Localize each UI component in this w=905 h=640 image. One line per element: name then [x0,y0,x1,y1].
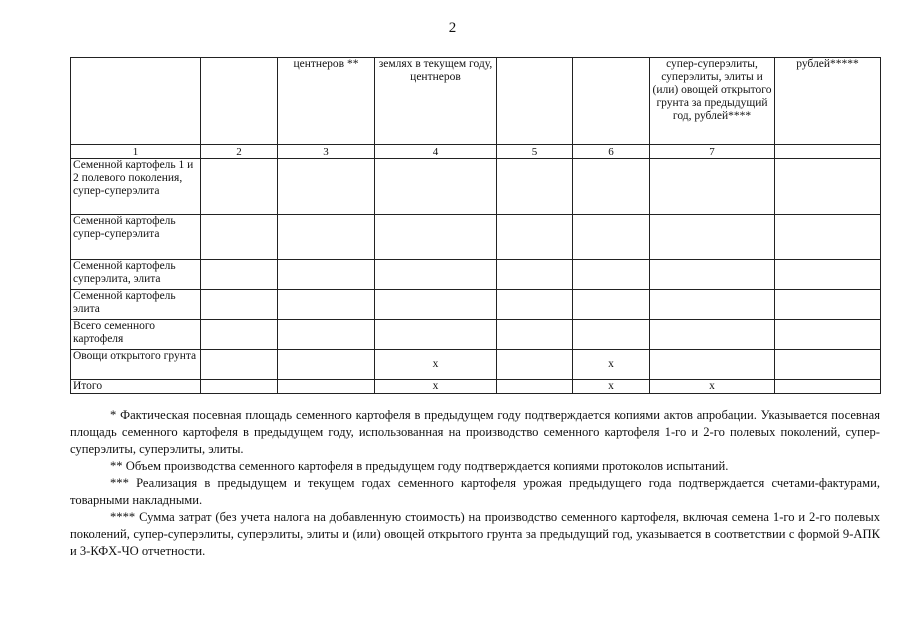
table-cell [201,320,278,350]
table-cell [573,215,650,260]
row-label: Всего семенного картофеля [71,320,201,350]
table-cell [497,380,573,394]
table-cell [650,215,775,260]
table-cell [573,320,650,350]
table-row [71,215,881,260]
header-cell [573,58,650,145]
row-label: Семенной картофель 1 и 2 полевого поколения, супер-суперэлита [71,159,201,215]
table-row [71,350,881,380]
column-number: 3 [278,145,375,159]
table-cell [278,260,375,290]
header-cell [201,58,278,145]
column-number: 6 [573,145,650,159]
table-cell [278,350,375,380]
table-cell [573,290,650,320]
table-cell [775,350,881,380]
table-row [71,320,881,350]
column-number [775,145,881,159]
column-number: 7 [650,145,775,159]
row-label: Семенной картофель элита [71,290,201,320]
table-row-total [71,380,881,394]
table-cell [375,260,497,290]
table-cell [497,215,573,260]
table-cell [201,159,278,215]
table-cell [497,350,573,380]
header-cell [71,58,201,145]
table-cell [497,159,573,215]
table-cell [375,290,497,320]
table-cell [650,290,775,320]
footnotes [70,407,880,560]
row-label: Семенной картофель суперэлита, элита [71,260,201,290]
header-cell: рублей***** [775,58,881,145]
table-cell [201,215,278,260]
table-cell [775,320,881,350]
header-cell: центнеров ** [278,58,375,145]
table-cell [497,290,573,320]
table-cell [375,159,497,215]
table-cell [497,260,573,290]
column-number: 1 [71,145,201,159]
page-number: 2 [448,20,457,36]
table-cell [573,159,650,215]
table-cell [650,159,775,215]
table-cell [573,260,650,290]
data-table [70,57,881,394]
table-cell [650,260,775,290]
table-cell [775,380,881,394]
table-cell [201,290,278,320]
table-cell [278,320,375,350]
footnote: *** Реализация в предыдущем и текущем годах семенного картофеля урожая предыдущего года подтверждается счетами-фактурами, товарными накладными. [70,476,880,507]
table-cell [278,215,375,260]
table-cell [201,350,278,380]
table-cell [650,320,775,350]
footnote: ** Объем производства семенного картофеля в предыдущем году подтверждается копиями протоколов испытаний. [110,459,729,473]
table-row [71,159,881,215]
table-row [71,290,881,320]
row-label: Семенной картофель супер-суперэлита [71,215,201,260]
table-cell [375,320,497,350]
table-cell: x [650,380,775,394]
table-cell: x [375,380,497,394]
column-number-row [71,145,881,159]
row-label: Итого [71,380,201,394]
column-number: 5 [497,145,573,159]
table-cell [278,159,375,215]
table-cell [278,380,375,394]
table-row [71,260,881,290]
table-cell: x [573,380,650,394]
table-cell [375,215,497,260]
table-cell [775,159,881,215]
table-cell [650,350,775,380]
header-cell: землях в текущем году, центнеров [375,58,497,145]
table-cell [497,320,573,350]
header-cell [497,58,573,145]
column-number: 2 [201,145,278,159]
table-cell: x [573,350,650,380]
table-cell: x [375,350,497,380]
table-cell [201,260,278,290]
table-cell [775,290,881,320]
footnote: **** Сумма затрат (без учета налога на добавленную стоимость) на производство семенного картофеля, включая семена 1-го и 2-го полевых поколений, супер-суперэлиты, суперэлиты, элиты и (или) овощей открытого грунта за предыдущий год, указывается в соответствии с формой 9-АПК и 3-КФХ-ЧО отчетности. [70,510,880,558]
row-label: Овощи открытого грунта [71,350,201,380]
table-cell [201,380,278,394]
column-number: 4 [375,145,497,159]
table-cell [775,260,881,290]
table-cell [278,290,375,320]
table-cell [775,215,881,260]
footnote: * Фактическая посевная площадь семенного картофеля в предыдущем году подтверждается копиями актов апробации. Указывается посевная площадь семенного картофеля в предыдущем году, использованная на производство семенного картофеля 1-го и 2-го полевых поколений, супер-суперэлиты, суперэлиты, элиты. [70,408,880,456]
header-cell: супер-суперэлиты, суперэлиты, элиты и (или) овощей открытого грунта за предыдущий год, рублей**** [650,58,775,145]
header-row [71,58,881,145]
